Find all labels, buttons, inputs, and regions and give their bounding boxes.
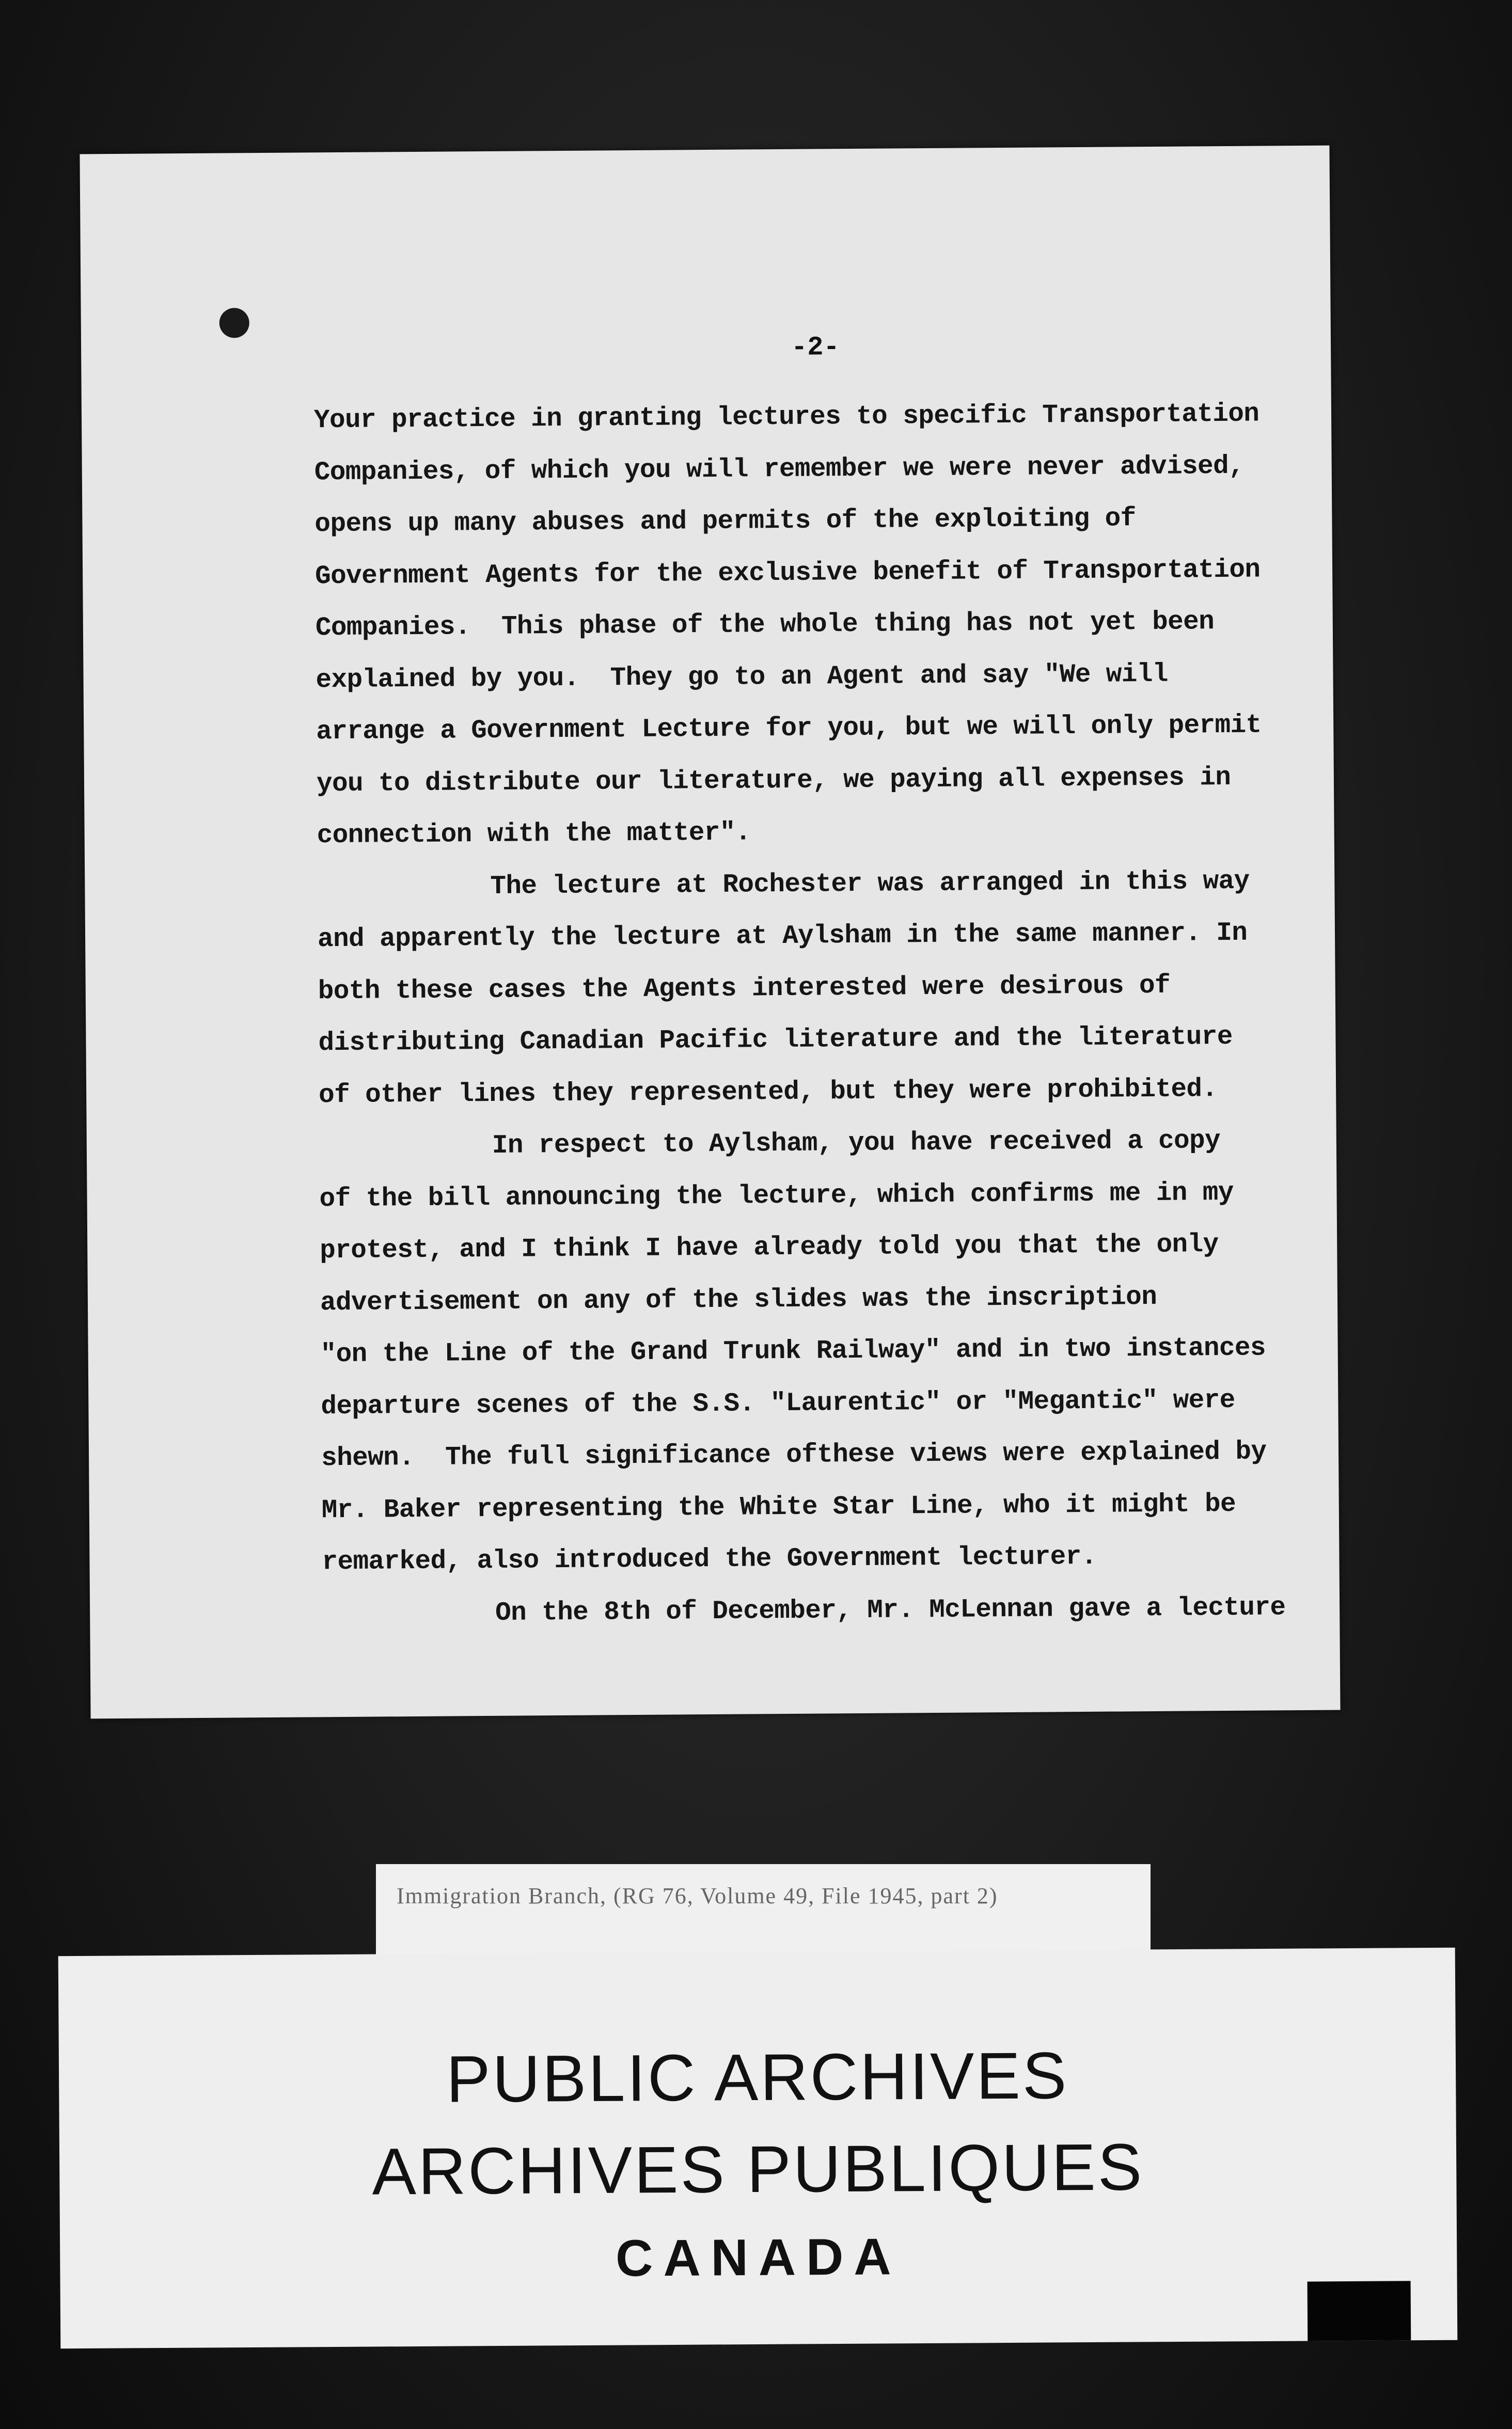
text-line: distributing Canadian Pacific literature and the literature: [318, 1022, 1233, 1059]
text-line: you to distribute our literature, we paying all expenses in: [316, 763, 1231, 799]
text-line: of other lines they represented, but they were prohibited.: [318, 1074, 1218, 1110]
text-line: and apparently the lecture at Aylsham in the same manner. In: [317, 918, 1248, 955]
letter-body: [314, 388, 1294, 1641]
text-line: departure scenes of the S.S. "Laurentic" or "Megantic" were: [321, 1385, 1235, 1422]
archive-reference-label: Immigration Branch, (RG 76, Volume 49, File 1945, part 2): [376, 1864, 1151, 1975]
text-line: advertisement on any of the slides was the inscription: [320, 1282, 1157, 1318]
text-line: Mr. Baker representing the White Star Line, who it might be: [321, 1489, 1236, 1525]
text-line: opens up many abuses and permits of the exploiting of: [314, 504, 1136, 540]
text-line: explained by you. They go to an Agent and say "We will: [316, 659, 1169, 695]
text-line: Your practice in granting lectures to specific Transportation: [313, 399, 1259, 436]
text-line: protest, and I think I have already told you that the only: [320, 1230, 1219, 1266]
text-line: shewn. The full significance ofthese views were explained by: [321, 1437, 1267, 1474]
archives-stamp-card: [58, 1948, 1458, 2349]
stamp-line-canada: CANADA: [615, 2228, 902, 2288]
stamp-corner-mark: [1308, 2281, 1411, 2341]
text-line: arrange a Government Lecture for you, but we will only permit: [316, 711, 1262, 747]
text-line: Companies, of which you will remember we were never advised,: [314, 451, 1245, 487]
stamp-line-public-archives: PUBLIC ARCHIVES: [446, 2039, 1069, 2117]
text-line: remarked, also introduced the Government lecturer.: [322, 1542, 1097, 1578]
punch-hole: [219, 308, 249, 338]
paragraph-start-line: The lecture at Rochester was arranged in this way: [490, 866, 1250, 902]
text-line: Companies. This phase of the whole thing has not yet been: [315, 607, 1215, 643]
page-number: -2-: [791, 332, 840, 363]
paragraph-start-line: In respect to Aylsham, you have received a copy: [492, 1126, 1221, 1161]
text-line: connection with the matter".: [317, 818, 751, 851]
paragraph-start-line: On the 8th of December, Mr. McLennan gave a lecture: [495, 1592, 1286, 1628]
text-line: "on the Line of the Grand Trunk Railway" and in two instances: [320, 1333, 1266, 1370]
text-line: both these cases the Agents interested were desirous of: [318, 971, 1171, 1006]
text-line: of the bill announcing the lecture, which confirms me in my: [319, 1178, 1234, 1214]
text-line: Government Agents for the exclusive benefit of Transportation: [314, 555, 1261, 591]
typed-letter-page: [80, 146, 1340, 1719]
stamp-line-archives-publiques: ARCHIVES PUBLIQUES: [372, 2130, 1144, 2209]
